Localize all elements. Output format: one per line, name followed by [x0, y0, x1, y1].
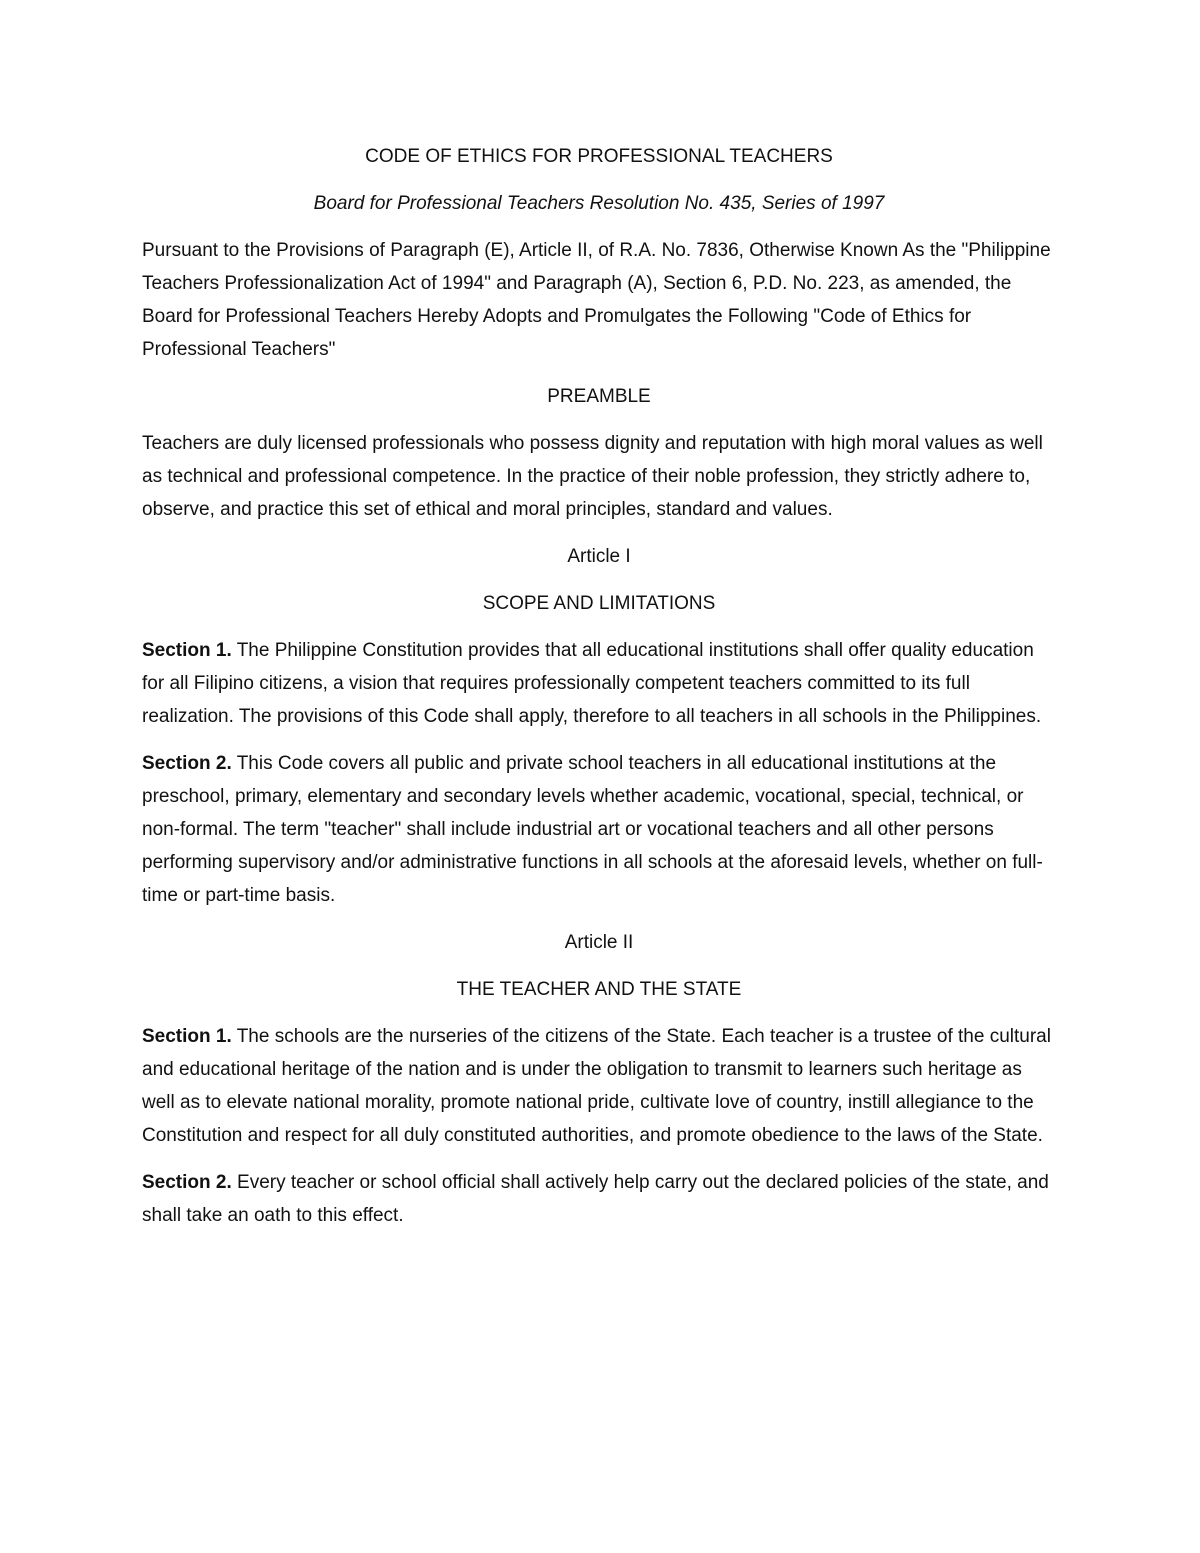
article-1-section-1 [142, 634, 1056, 733]
document-subtitle: Board for Professional Teachers Resolution No. 435, Series of 1997 [313, 193, 885, 214]
document-title: CODE OF ETHICS FOR PROFESSIONAL TEACHERS [365, 146, 833, 167]
article-2-section-1 [142, 1020, 1056, 1152]
article-1-label: Article I [567, 546, 631, 567]
article-2-section-2 [142, 1166, 1056, 1232]
article-1-section-2 [142, 747, 1056, 912]
preamble-heading: PREAMBLE [547, 386, 651, 407]
article-2-label: Article II [564, 932, 634, 953]
section-label: Section 2. [142, 1172, 232, 1193]
preamble-paragraph: Teachers are duly licensed professionals who possess dignity and reputation with high moral values as well as technical and professional competence. In the practice of their noble profession, they strictly adhere to, observe, and practice this set of ethical and moral principles, standard and values. [142, 433, 1043, 520]
intro-paragraph: Pursuant to the Provisions of Paragraph (E), Article II, of R.A. No. 7836, Otherwise Known As the "Philippine Teachers Professionalization Act of 1994" and Paragraph (A), Section 6, P.D. No. 223, as amended, the Board for Professional Teachers Hereby Adopts and Promulgates the Following "Code of Ethics for Professional Teachers" [142, 240, 1051, 360]
section-text: The schools are the nurseries of the citizens of the State. Each teacher is a trustee of the cultural and educational heritage of the nation and is under the obligation to transmit to learners such heritage as well as to elevate national morality, promote national pride, cultivate love of country, instill allegiance to the Constitution and respect for all duly constituted authorities, and promote obedience to the laws of the State. [142, 1026, 1051, 1146]
section-label: Section 1. [142, 640, 232, 661]
section-text: This Code covers all public and private school teachers in all educational institutions at the preschool, primary, elementary and secondary levels whether academic, vocational, special, technical, or non-formal. The term "teacher" shall include industrial art or vocational teachers and all other persons performing supervisory and/or administrative functions in all schools at the aforesaid levels, whether on full-time or part-time basis. [142, 753, 1043, 906]
section-label: Section 2. [142, 753, 232, 774]
article-1-heading: SCOPE AND LIMITATIONS [482, 593, 716, 614]
section-text: The Philippine Constitution provides that all educational institutions shall offer quality education for all Filipino citizens, a vision that requires professionally competent teachers committed to its full realization. The provisions of this Code shall apply, therefore to all teachers in all schools in the Philippines. [142, 640, 1042, 727]
section-text: Every teacher or school official shall actively help carry out the declared policies of the state, and shall take an oath to this effect. [142, 1172, 1049, 1226]
article-2-heading: THE TEACHER AND THE STATE [456, 979, 742, 1000]
section-label: Section 1. [142, 1026, 232, 1047]
